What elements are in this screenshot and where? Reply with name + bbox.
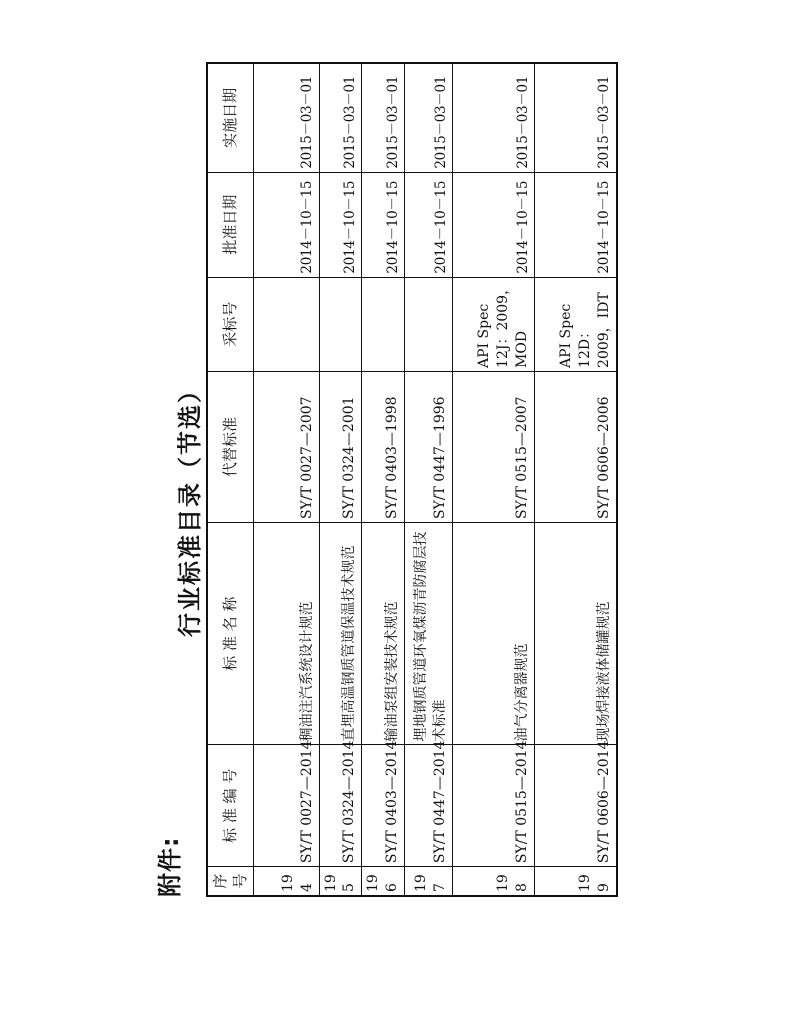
cell-adopted: API Spec 12D：2009，IDT — [535, 277, 617, 371]
cell-name: 现场焊接液体储罐规范 — [535, 523, 617, 745]
cell-adopted — [362, 277, 405, 371]
cell-implementation: 2015－03－01 — [319, 63, 362, 172]
table-row — [535, 63, 617, 896]
cell-approval: 2014－10－15 — [319, 172, 362, 277]
cell-name: 油气分离器规范 — [453, 523, 535, 745]
table-row — [405, 63, 453, 896]
cell-seq: 196 — [362, 867, 405, 896]
cell-adopted — [319, 277, 362, 371]
cell-implementation: 2015－03－01 — [535, 63, 617, 172]
cell-seq: 197 — [405, 867, 453, 896]
cell-replaced: SY/T 0515—2007 — [453, 371, 535, 522]
cell-number: SY/T 0515—2014 — [453, 745, 535, 867]
cell-approval: 2014－10－15 — [453, 172, 535, 277]
cell-approval: 2014－10－15 — [535, 172, 617, 277]
cell-replaced: SY/T 0324—2001 — [319, 371, 362, 522]
cell-seq: 194 — [253, 867, 319, 896]
cell-implementation: 2015－03－01 — [405, 63, 453, 172]
cell-implementation: 2015－03－01 — [453, 63, 535, 172]
standards-table — [206, 62, 618, 897]
cell-number: SY/T 0606—2014 — [535, 745, 617, 867]
table-header-row — [207, 63, 253, 896]
cell-replaced: SY/T 0027—2007 — [253, 371, 319, 522]
table-row — [319, 63, 362, 896]
table-row — [453, 63, 535, 896]
header-adopted: 采标号 — [207, 277, 253, 371]
cell-replaced: SY/T 0447—1996 — [405, 371, 453, 522]
cell-name: 输油泵组安装技术规范 — [362, 523, 405, 745]
cell-implementation: 2015－03－01 — [362, 63, 405, 172]
cell-number: SY/T 0324—2014 — [319, 745, 362, 867]
header-seq: 序号 — [207, 867, 253, 896]
cell-implementation: 2015－03－01 — [253, 63, 319, 172]
cell-adopted — [405, 277, 453, 371]
table-row — [362, 63, 405, 896]
header-name: 标 准 名 称 — [207, 523, 253, 745]
cell-seq: 198 — [453, 867, 535, 896]
cell-number: SY/T 0027—2014 — [253, 745, 319, 867]
cell-replaced: SY/T 0403—1998 — [362, 371, 405, 522]
cell-name: 稠油注汽系统设计规范 — [253, 523, 319, 745]
cell-number: SY/T 0447—2014 — [405, 745, 453, 867]
header-approval: 批准日期 — [207, 172, 253, 277]
cell-approval: 2014－10－15 — [253, 172, 319, 277]
cell-adopted — [253, 277, 319, 371]
page-title: 行业标准目录（节选） — [176, 377, 204, 637]
cell-seq: 195 — [319, 867, 362, 896]
table-row — [253, 63, 319, 896]
header-replaced: 代替标准 — [207, 371, 253, 522]
cell-adopted: API Spec 12J：2009，MOD — [453, 277, 535, 371]
cell-seq: 199 — [535, 867, 617, 896]
rotated-page — [150, 62, 613, 897]
cell-name: 直埋高温钢质管道保温技术规范 — [319, 523, 362, 745]
cell-approval: 2014－10－15 — [405, 172, 453, 277]
cell-number: SY/T 0403—2014 — [362, 745, 405, 867]
attachment-label: 附件: — [156, 836, 184, 897]
cell-approval: 2014－10－15 — [362, 172, 405, 277]
cell-name: 埋地钢质管道环氧煤沥青防腐层技术标准 — [405, 523, 453, 745]
cell-replaced: SY/T 0606—2006 — [535, 371, 617, 522]
header-number: 标 准 编 号 — [207, 745, 253, 867]
header-implementation: 实施日期 — [207, 63, 253, 172]
